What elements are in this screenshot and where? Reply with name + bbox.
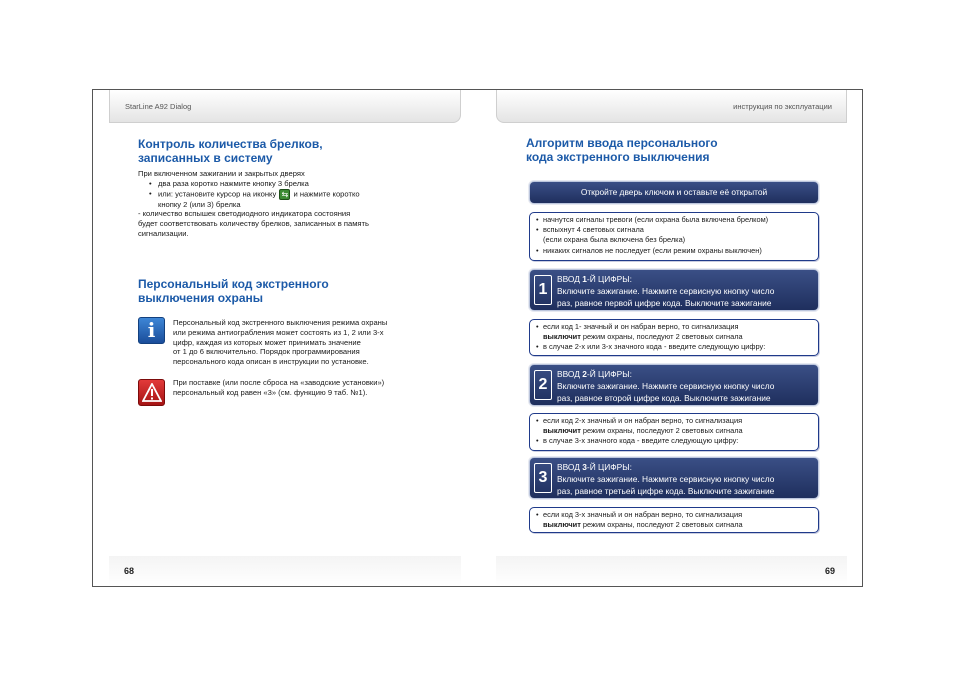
warning-text bbox=[173, 378, 463, 398]
flow-result-box-2 bbox=[529, 413, 819, 451]
flow-step-2 bbox=[529, 364, 819, 406]
page-number: 69 bbox=[824, 566, 835, 576]
text: режим охраны, последуют 2 световых сигнала bbox=[580, 426, 743, 436]
step-heading-text: -Й ЦИФРЫ: bbox=[586, 274, 632, 284]
section-title-personal-code bbox=[138, 277, 329, 305]
left-page bbox=[93, 90, 478, 586]
list-item: • никаких сигналов не последует (если режим охраны выключен) bbox=[534, 246, 814, 256]
step-number: 2 bbox=[534, 370, 552, 400]
step-number: 1 bbox=[534, 275, 552, 305]
text-line: Персональный код экстренного выключения режима охраны bbox=[173, 318, 388, 327]
title-line: Контроль количества брелков, bbox=[138, 137, 323, 151]
list-item: • если код 3-х значный и он набран верно, то сигнализация bbox=[534, 510, 814, 520]
text: режим охраны, последуют 2 световых сигнала bbox=[580, 332, 743, 342]
paragraph-line: - количество вспышек светодиодного индикатора состояния bbox=[138, 209, 351, 219]
title-line: выключения охраны bbox=[138, 291, 263, 305]
text-line: от 1 до 6 включительно. Порядок программирования bbox=[173, 347, 360, 357]
list-item: • два раза коротко нажмите кнопку 3 брелка bbox=[138, 179, 458, 189]
step-line: Включите зажигание. Нажмите сервисную кнопку число bbox=[557, 381, 775, 391]
step-heading-text: ВВОД bbox=[557, 462, 583, 472]
step-number: 3 bbox=[534, 463, 552, 493]
flow-step-3 bbox=[529, 457, 819, 499]
flow-result-box-1 bbox=[529, 319, 819, 356]
left-page-footer bbox=[109, 556, 461, 586]
flow-start-step: Откройте дверь ключом и оставьте её открытой bbox=[529, 181, 819, 204]
title-line: кода экстренного выключения bbox=[526, 150, 710, 164]
list-item: • в случае 3-х значного кода - введите следующую цифру: bbox=[534, 436, 814, 446]
step-line: раз, равное второй цифре кода. Выключите зажигание bbox=[557, 393, 771, 403]
step-heading bbox=[557, 368, 812, 380]
flow-result-box-3 bbox=[529, 507, 819, 533]
left-page-header: StarLine A92 Dialog bbox=[109, 90, 461, 123]
info-icon: i bbox=[138, 317, 165, 344]
flow-result-box-0 bbox=[529, 212, 819, 261]
paragraph-line: будет соответствовать количеству брелков, записанных в память bbox=[138, 219, 369, 229]
page-number: 68 bbox=[124, 566, 135, 576]
right-page-header: инструкция по эксплуатации bbox=[496, 90, 847, 123]
list-item: • если код 2-х значный и он набран верно, то сигнализация bbox=[534, 416, 814, 426]
right-page-footer bbox=[496, 556, 847, 586]
step-heading-digit: 2 bbox=[582, 369, 587, 379]
right-page bbox=[478, 90, 862, 586]
list-item: • начнутся сигналы тревоги (если охрана была включена брелком) bbox=[534, 215, 814, 225]
title-line: записанных в систему bbox=[138, 151, 273, 165]
text-line: При поставке (или после сброса на «заводские установки») bbox=[173, 378, 385, 387]
section-title-keyfob-count bbox=[138, 137, 323, 165]
step-heading-text: ВВОД bbox=[557, 274, 583, 284]
step-heading bbox=[557, 461, 812, 473]
section-title-algorithm bbox=[526, 136, 718, 164]
step-heading-text: -Й ЦИФРЫ: bbox=[586, 369, 632, 379]
title-line: Алгоритм ввода персонального bbox=[526, 136, 718, 150]
list-item bbox=[138, 189, 458, 200]
warning-icon bbox=[138, 379, 165, 406]
flow-step-1 bbox=[529, 269, 819, 311]
paragraph-line: сигнализации. bbox=[138, 228, 189, 238]
warning-triangle-icon bbox=[142, 383, 162, 402]
text: режим охраны, последуют 2 световых сигнала bbox=[580, 520, 743, 530]
list-item: • в случае 2-х или 3-х значного кода - введите следующую цифру: bbox=[534, 342, 814, 352]
text-line: или режима антиограбления может состоять из 1, 2 или 3-х bbox=[173, 327, 384, 337]
step-heading-text: ВВОД bbox=[557, 369, 583, 379]
step-line: Включите зажигание. Нажмите сервисную кнопку число bbox=[557, 474, 775, 484]
keyfob-menu-icon: ⇆ bbox=[279, 189, 290, 200]
info-text bbox=[173, 318, 463, 367]
list-item-cont bbox=[534, 332, 814, 342]
step-heading bbox=[557, 273, 812, 285]
text-line: персонального кода описан в инструкции по установке. bbox=[173, 357, 369, 367]
bullet-text: и нажмите коротко bbox=[293, 189, 360, 199]
step-heading-digit: 3 bbox=[582, 462, 587, 472]
intro-line: При включенном зажигании и закрытых дверях bbox=[138, 169, 305, 178]
list-item-cont bbox=[534, 520, 814, 530]
list-item: • если код 1- значный и он набран верно, то сигнализация bbox=[534, 322, 814, 332]
bullet-text: или: установите курсор на иконку bbox=[158, 189, 277, 199]
step-heading-digit: 1 bbox=[582, 274, 587, 284]
bold-word: выключит bbox=[543, 426, 581, 436]
bullet-continuation: кнопку 2 (или 3) брелка bbox=[158, 199, 241, 209]
bold-word: выключит bbox=[543, 332, 581, 342]
text-line: цифр, каждая из которых может принимать значение bbox=[173, 337, 361, 347]
text-line: персональный код равен «3» (см. функцию 9 таб. №1). bbox=[173, 387, 368, 397]
bold-word: выключит bbox=[543, 520, 581, 530]
title-line: Персональный код экстренного bbox=[138, 277, 329, 291]
step-line: раз, равное третьей цифре кода. Выключите зажигание bbox=[557, 486, 775, 496]
list-item-note: (если охрана была включена без брелка) bbox=[543, 235, 686, 245]
list-item: • вспыхнут 4 световых сигнала bbox=[534, 225, 814, 235]
manual-spread bbox=[92, 89, 863, 587]
step-line: Включите зажигание. Нажмите сервисную кнопку число bbox=[557, 286, 775, 296]
keyfob-count-list bbox=[138, 179, 458, 200]
keyfob-count-text bbox=[138, 169, 458, 239]
step-heading-text: -Й ЦИФРЫ: bbox=[586, 462, 632, 472]
step-line: раз, равное первой цифре кода. Выключите зажигание bbox=[557, 298, 772, 308]
list-item-cont bbox=[534, 426, 814, 436]
